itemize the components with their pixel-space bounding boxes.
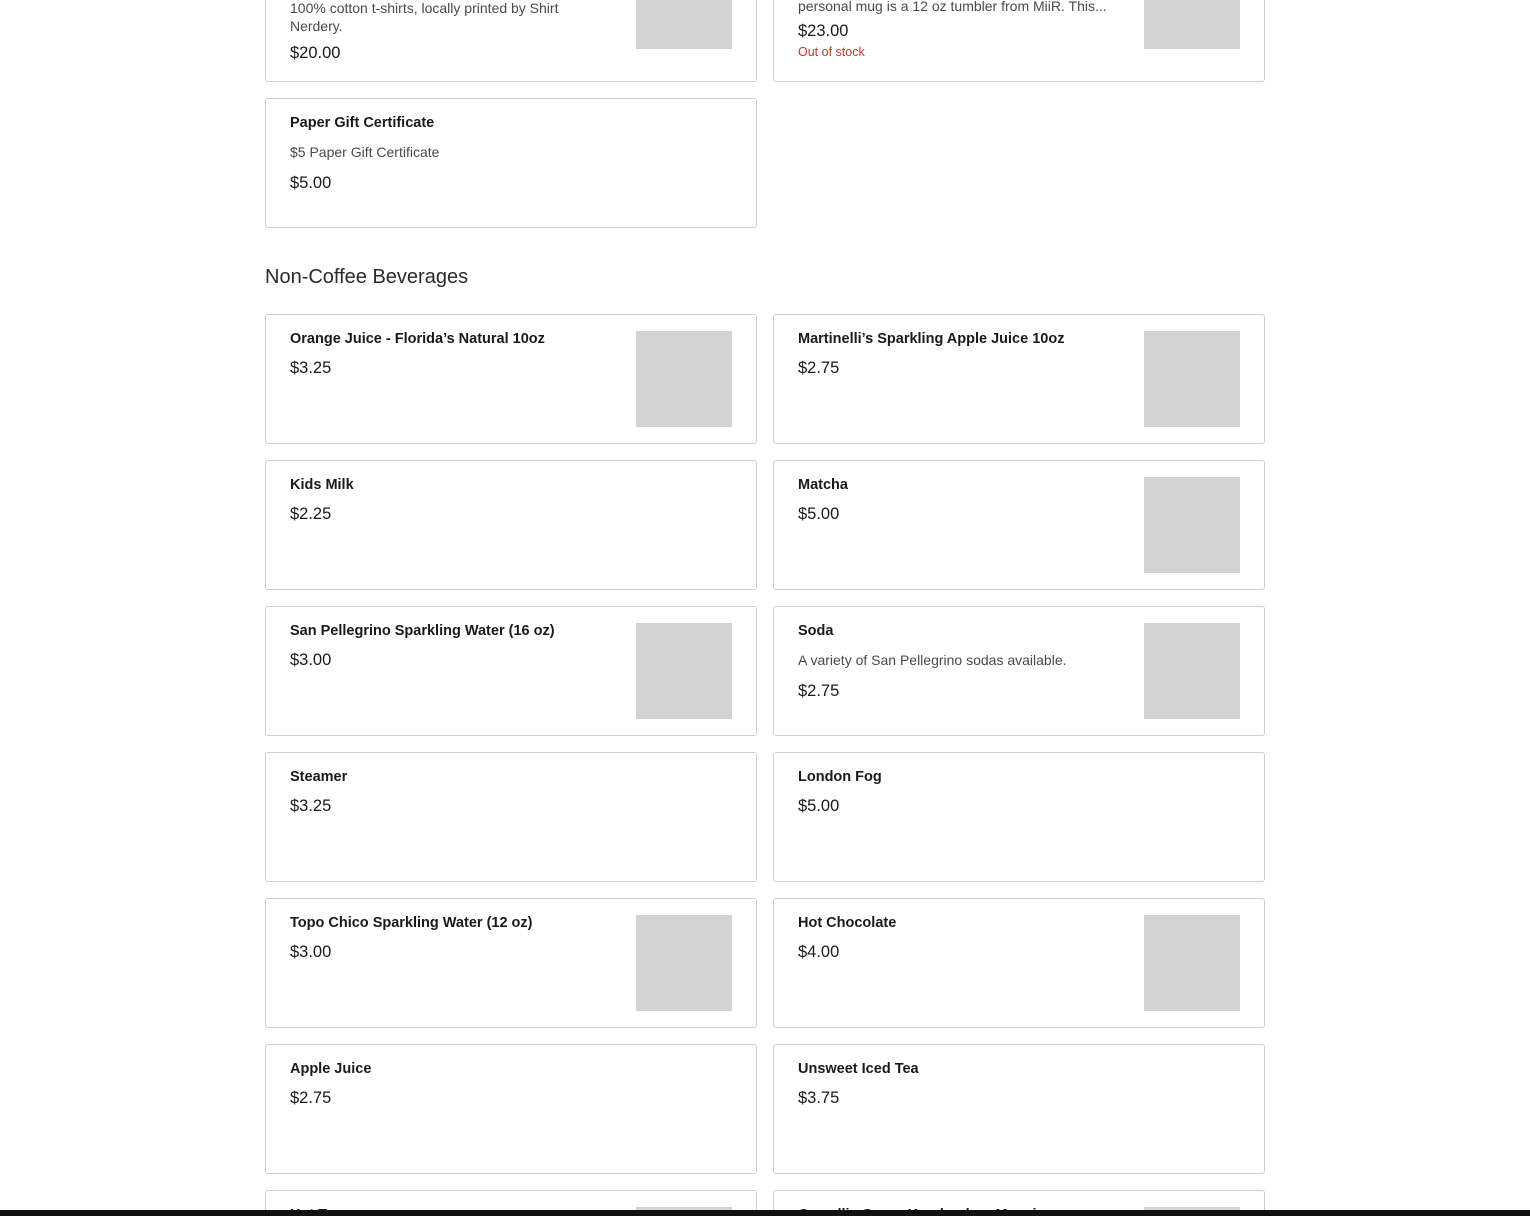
product-card[interactable] — [265, 606, 757, 736]
product-card[interactable] — [773, 1044, 1265, 1174]
product-image-placeholder — [636, 331, 732, 427]
product-card-mug[interactable] — [773, 0, 1265, 82]
product-name: Apple Juice — [290, 1061, 372, 1077]
product-price: $2.75 — [798, 682, 840, 700]
product-card[interactable] — [773, 460, 1265, 590]
product-name: San Pellegrino Sparkling Water (16 oz) — [290, 623, 555, 639]
product-card[interactable] — [773, 606, 1265, 736]
product-name: Kids Milk — [290, 477, 354, 493]
product-image-placeholder — [1144, 0, 1240, 49]
product-name: Topo Chico Sparkling Water (12 oz) — [290, 915, 533, 931]
product-description: personal mug is a 12 oz tumbler from MiiR. This... — [798, 0, 1107, 14]
product-card-tshirt[interactable] — [265, 0, 757, 82]
product-price: $5.00 — [798, 505, 840, 523]
product-image-placeholder — [636, 0, 732, 49]
product-image-placeholder — [1144, 477, 1240, 573]
product-image-placeholder — [636, 915, 732, 1011]
product-card[interactable] — [265, 752, 757, 882]
product-name: Matcha — [798, 477, 848, 493]
product-card[interactable] — [265, 1044, 757, 1174]
product-image-placeholder — [1144, 915, 1240, 1011]
product-price: $2.25 — [290, 505, 332, 523]
product-price: $3.00 — [290, 943, 332, 961]
product-image-placeholder — [1144, 331, 1240, 427]
product-card[interactable] — [773, 752, 1265, 882]
product-image-placeholder — [636, 623, 732, 719]
product-card[interactable] — [265, 314, 757, 444]
product-price: $3.25 — [290, 359, 332, 377]
product-name: Martinelli’s Sparkling Apple Juice 10oz — [798, 331, 1065, 347]
product-price: $3.75 — [798, 1089, 840, 1107]
product-name: Steamer — [290, 769, 348, 785]
product-price: $3.25 — [290, 797, 332, 815]
section-title: Non-Coffee Beverages — [265, 266, 469, 288]
product-price: $5.00 — [798, 797, 840, 815]
product-description: $5 Paper Gift Certificate — [290, 144, 440, 160]
product-price: $5.00 — [290, 174, 332, 192]
product-name: Soda — [798, 623, 834, 639]
bottom-edge-bar — [0, 1210, 1530, 1216]
product-card[interactable] — [265, 898, 757, 1028]
product-price: $2.75 — [798, 359, 840, 377]
product-description: A variety of San Pellegrino sodas available. — [798, 652, 1067, 668]
product-name: Orange Juice - Florida’s Natural 10oz — [290, 331, 545, 347]
product-name: Paper Gift Certificate — [290, 115, 435, 131]
product-image-placeholder — [1144, 623, 1240, 719]
product-name: Unsweet Iced Tea — [798, 1061, 919, 1077]
product-price: $23.00 — [798, 22, 849, 40]
product-card[interactable] — [265, 460, 757, 590]
product-price: $2.75 — [290, 1089, 332, 1107]
product-card[interactable] — [773, 314, 1265, 444]
product-price: $4.00 — [798, 943, 840, 961]
product-price: $20.00 — [290, 44, 341, 62]
product-name: London Fog — [798, 769, 882, 785]
product-description: 100% cotton t-shirts, locally printed by Shirt Nerdery. — [290, 0, 559, 34]
product-price: $3.00 — [290, 651, 332, 669]
product-card[interactable] — [773, 898, 1265, 1028]
product-name: Hot Chocolate — [798, 915, 897, 931]
out-of-stock-label: Out of stock — [798, 45, 865, 59]
product-card-gift-certificate[interactable] — [265, 98, 757, 228]
